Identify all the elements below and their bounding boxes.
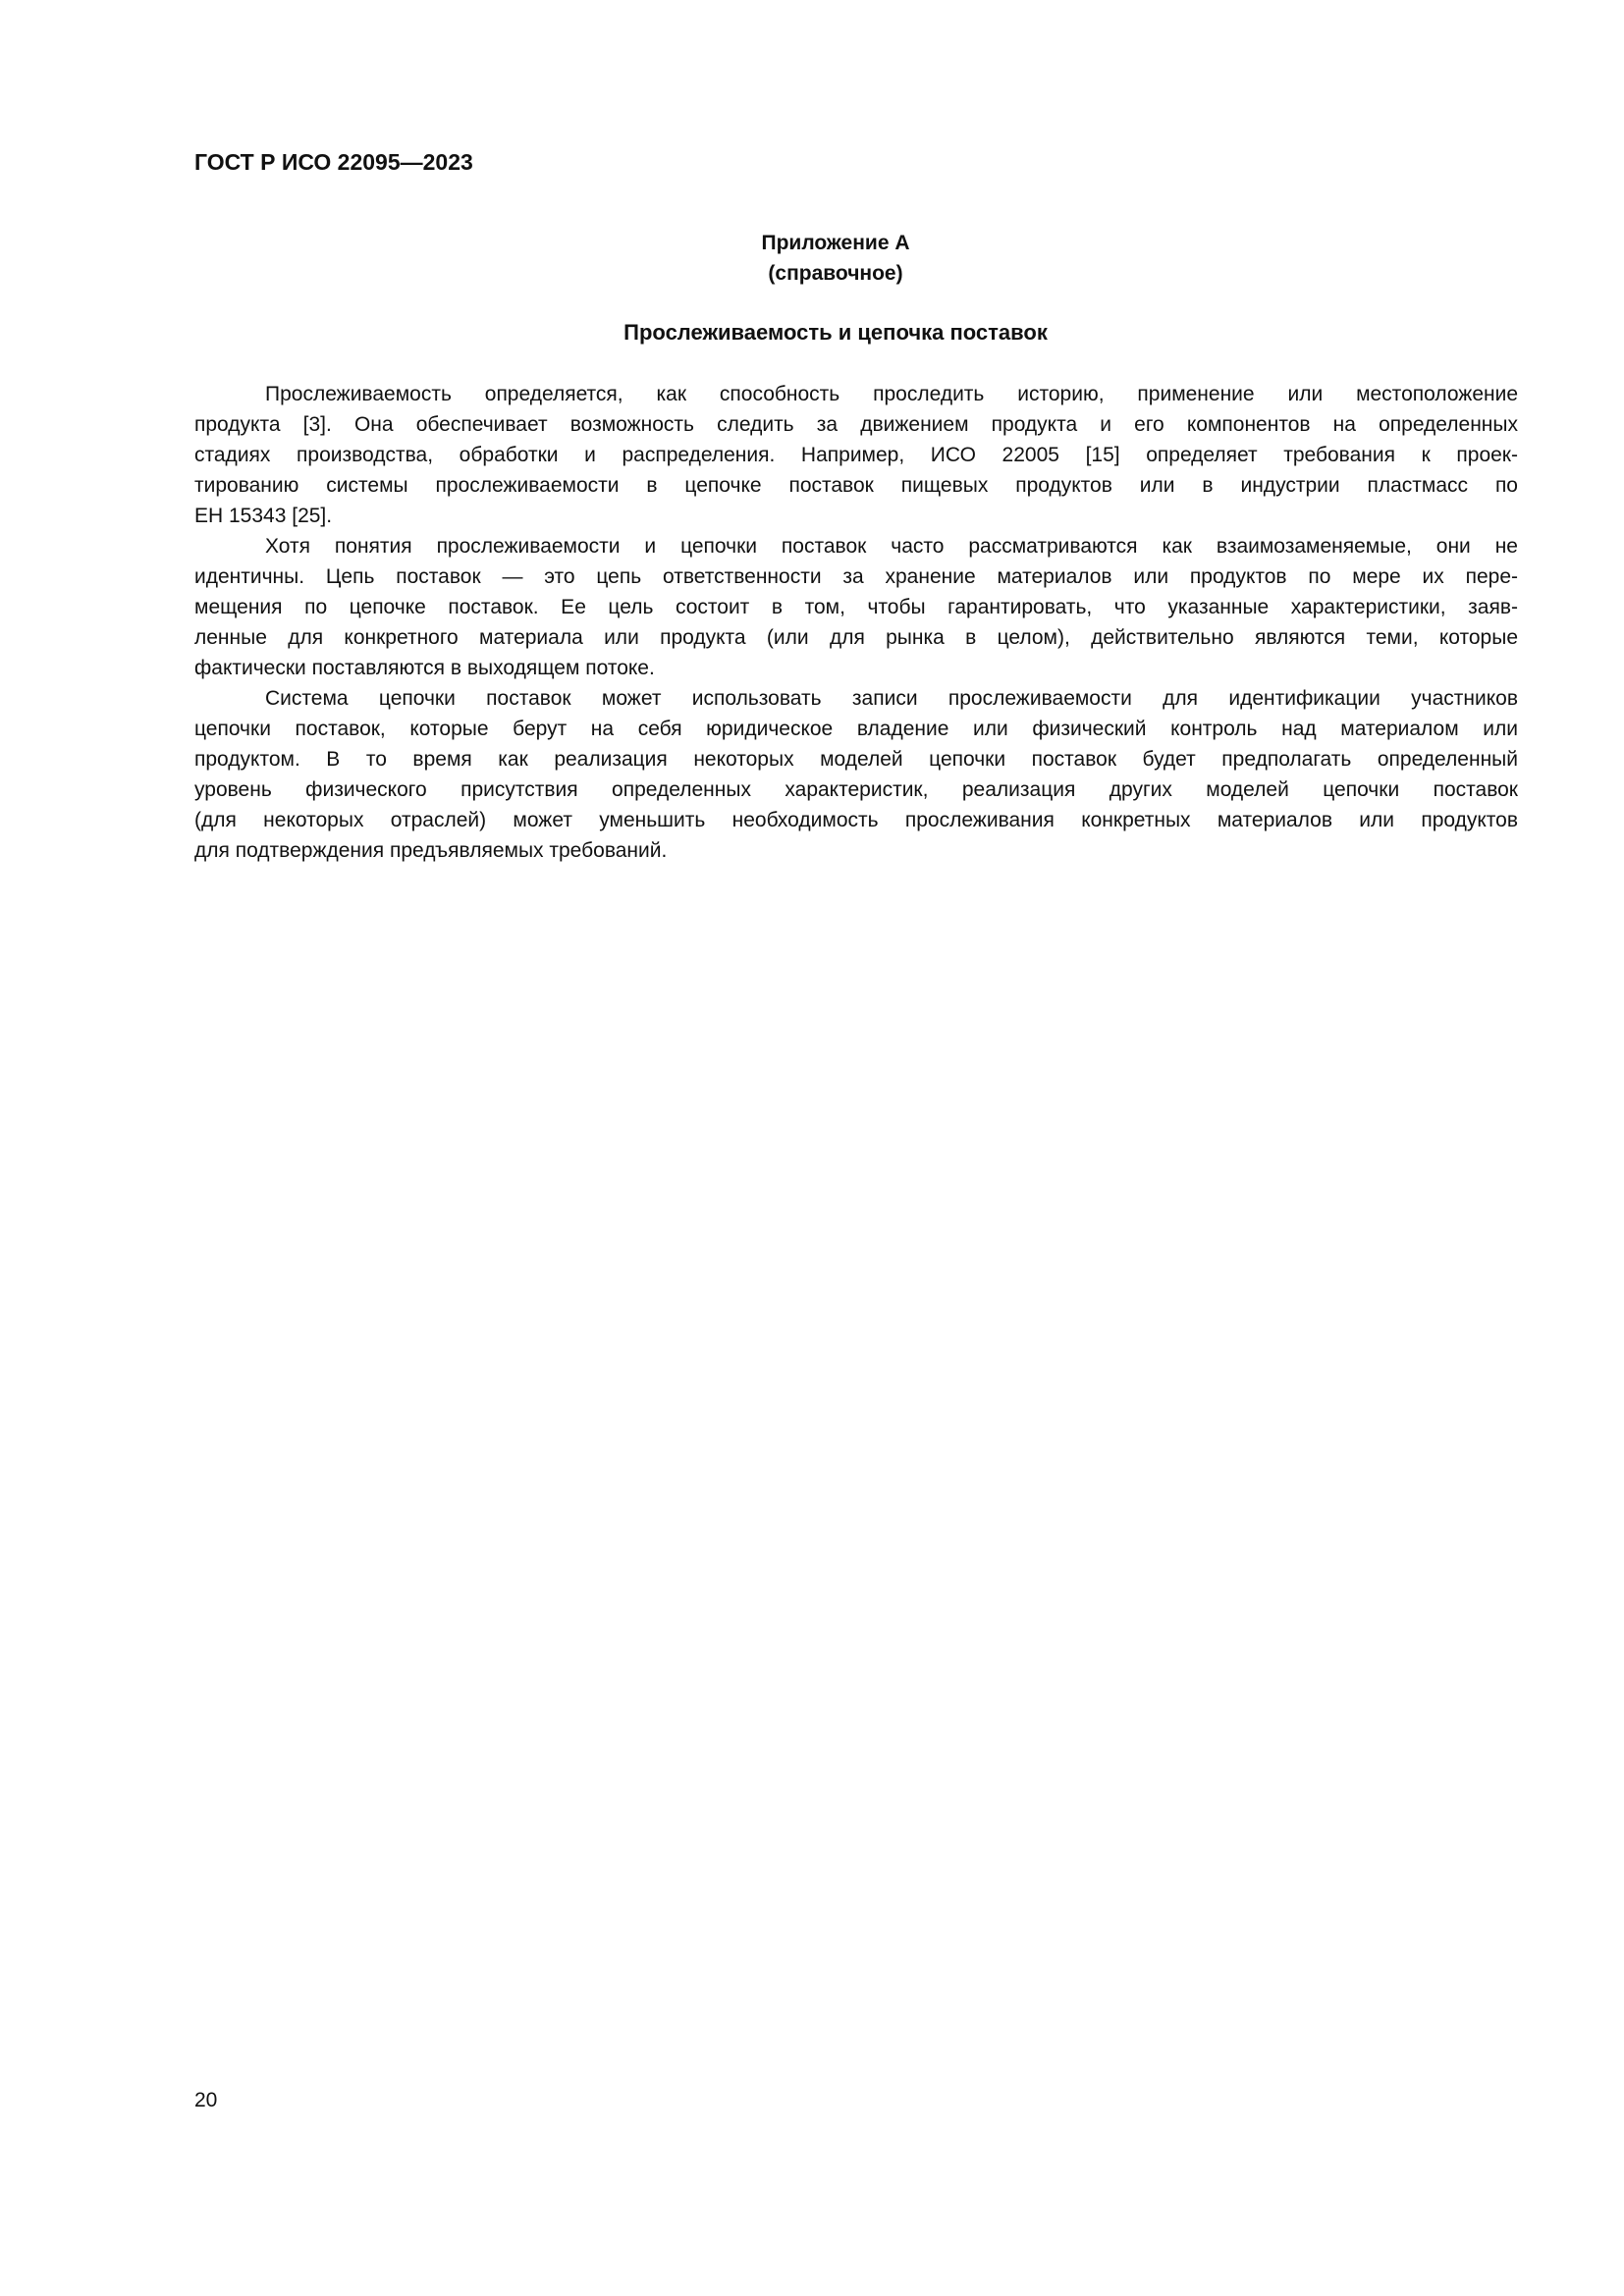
text-line: уровень физического присутствия определенных характеристик, реализация других моделей цепочки поставок — [194, 778, 1518, 801]
paragraph — [194, 531, 1518, 683]
text-line: продуктом. В то время как реализация некоторых моделей цепочки поставок будет предполагать определенный — [194, 748, 1518, 771]
appendix-type: (справочное) — [768, 262, 903, 285]
text-line: ЕН 15343 [25]. — [194, 505, 333, 527]
page-number: 20 — [194, 2089, 218, 2111]
paragraph — [194, 379, 1518, 531]
text-line: Система цепочки поставок может использовать записи прослеживаемости для идентификации участников — [265, 687, 1518, 710]
text-line: мещения по цепочке поставок. Ее цель состоит в том, чтобы гарантировать, что указанные характеристики, заяв- — [194, 596, 1518, 618]
text-line: для подтверждения предъявляемых требований. — [194, 839, 668, 862]
body-text — [194, 379, 1518, 866]
text-line: стадиях производства, обработки и распределения. Например, ИСО 22005 [15] определяет требования к проек- — [194, 444, 1518, 466]
text-line: ленные для конкретного материала или продукта (или для рынка в целом), действительно являются теми, которые — [194, 626, 1518, 649]
section-title: Прослеживаемость и цепочка поставок — [623, 320, 1048, 345]
text-line: (для некоторых отраслей) может уменьшить необходимость прослеживания конкретных материалов или продуктов — [194, 809, 1518, 831]
text-line: Прослеживаемость определяется, как способность проследить историю, применение или местоположение — [265, 383, 1518, 405]
text-line: Хотя понятия прослеживаемости и цепочки поставок часто рассматриваются как взаимозаменяемые, они не — [265, 535, 1518, 558]
text-line: фактически поставляются в выходящем потоке. — [194, 657, 655, 679]
appendix-heading — [0, 228, 1624, 289]
text-line: тированию системы прослеживаемости в цепочке поставок пищевых продуктов или в индустрии пластмасс по — [194, 474, 1518, 497]
paragraph — [194, 683, 1518, 866]
text-line: цепочки поставок, которые берут на себя юридическое владение или физический контроль над материалом или — [194, 718, 1518, 740]
text-line: продукта [3]. Она обеспечивает возможность следить за движением продукта и его компонентов на определенных — [194, 413, 1518, 436]
document-header: ГОСТ Р ИСО 22095—2023 — [194, 149, 473, 175]
appendix-label: Приложение А — [761, 232, 910, 254]
text-line: идентичны. Цепь поставок — это цепь ответственности за хранение материалов или продуктов по мере их пере- — [194, 565, 1518, 588]
